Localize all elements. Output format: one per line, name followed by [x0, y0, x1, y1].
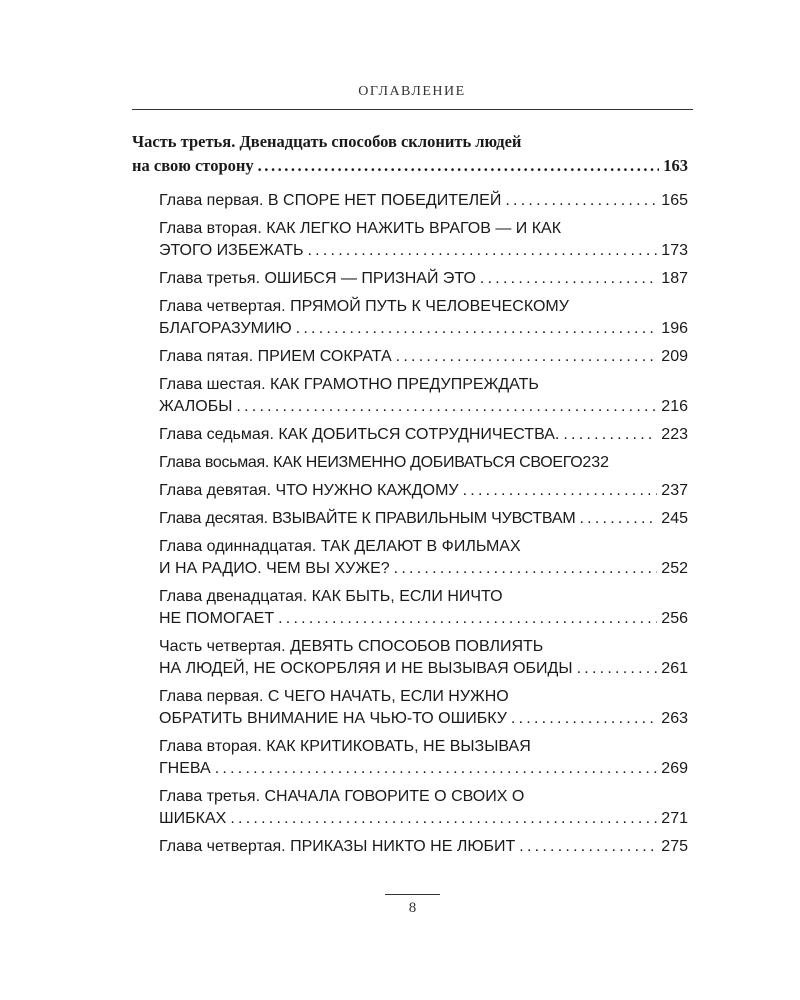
toc-entry-page: 269	[661, 760, 688, 777]
dot-leader	[577, 658, 658, 680]
toc-entry[interactable]	[132, 218, 688, 262]
dot-leader	[307, 240, 657, 262]
toc-entry[interactable]	[132, 424, 688, 446]
toc-entry-page: 209	[661, 348, 688, 365]
toc-entry-title: Глава первая. С ЧЕГО НАЧАТЬ, ЕСЛИ НУЖНО	[159, 688, 509, 705]
toc-part-three-line2: на свою сторону	[132, 156, 254, 175]
toc-entry[interactable]	[132, 536, 688, 580]
toc-entry-title-cont: ШИБКАХ	[159, 810, 227, 827]
dot-leader	[230, 808, 657, 830]
toc-entry[interactable]	[132, 508, 688, 530]
dot-leader	[563, 424, 657, 446]
toc-entry-leader	[159, 658, 688, 680]
toc-part-four[interactable]	[132, 636, 688, 680]
toc-entry-leader	[159, 318, 688, 340]
toc-entry-page: 196	[661, 320, 688, 337]
toc-entry-leader	[159, 346, 688, 368]
toc-entry-title: Глава третья. ОШИБСЯ — ПРИЗНАЙ ЭТО	[159, 270, 476, 287]
toc-entry-page: 223	[661, 426, 688, 443]
toc-entry-leader	[159, 396, 688, 418]
toc-entry-page: 275	[661, 838, 688, 855]
toc-entry-title-cont: ОБРАТИТЬ ВНИМАНИЕ НА ЧЬЮ-ТО ОШИБКУ	[159, 710, 507, 727]
toc-entry-title-cont: ЭТОГО ИЗБЕЖАТЬ	[159, 242, 304, 259]
header-rule	[132, 109, 693, 110]
toc-entry-page: 237	[661, 482, 688, 499]
page-number: 8	[408, 900, 417, 916]
toc-entry-leader	[159, 508, 688, 530]
toc-part-three-page: 163	[663, 156, 688, 175]
toc-entry-leader	[159, 708, 688, 730]
toc-entry-leader	[159, 190, 688, 212]
toc-entry-title: Часть четвертая. ДЕВЯТЬ СПОСОБОВ ПОВЛИЯТЬ	[159, 638, 544, 655]
toc-entry-page: 216	[661, 398, 688, 415]
toc-entry[interactable]	[132, 374, 688, 418]
toc-part-three-leader	[132, 154, 688, 178]
toc-entry[interactable]	[132, 268, 688, 290]
toc-entry-leader	[159, 240, 688, 262]
toc-entry[interactable]	[132, 686, 688, 730]
toc-entry-page: 256	[661, 610, 688, 627]
toc-entry-leader	[159, 808, 688, 830]
dot-leader	[296, 318, 658, 340]
toc-entry[interactable]	[132, 452, 688, 474]
toc-part-three-line1: Часть третья. Двенадцать способов склонить людей	[132, 132, 522, 151]
dot-leader	[396, 346, 658, 368]
toc-entry-page: 263	[661, 710, 688, 727]
toc-entry[interactable]	[132, 836, 688, 858]
toc-entry-title: Глава третья. СНАЧАЛА ГОВОРИТЕ О СВОИХ О	[159, 788, 525, 805]
toc-entry-title: Глава десятая. ВЗЫВАЙТЕ К ПРАВИЛЬНЫМ ЧУВСТВАМ	[159, 510, 576, 527]
toc-entry-leader	[159, 480, 688, 502]
toc-entry-page: 232	[582, 454, 610, 471]
toc-entry-title: Глава седьмая. КАК ДОБИТЬСЯ СОТРУДНИЧЕСТВА.	[159, 426, 560, 443]
toc-entry-leader	[159, 424, 688, 446]
dot-leader	[480, 268, 657, 290]
toc-entry-title-cont: ЖАЛОБЫ	[159, 398, 233, 415]
toc-entry[interactable]	[132, 786, 688, 830]
toc-entry-leader	[159, 452, 688, 474]
dot-leader	[463, 480, 658, 502]
toc-entry-title: Глава шестая. КАК ГРАМОТНО ПРЕДУПРЕЖДАТЬ	[159, 376, 539, 393]
toc-entry-title: Глава четвертая. ПРЯМОЙ ПУТЬ К ЧЕЛОВЕЧЕСКОМУ	[159, 298, 569, 315]
toc-entry-title: Глава вторая. КАК КРИТИКОВАТЬ, НЕ ВЫЗЫВАЯ	[159, 738, 531, 755]
toc-entry-leader	[159, 608, 688, 630]
toc-entry-leader	[159, 558, 688, 580]
toc-entry-title-cont: БЛАГОРАЗУМИЮ	[159, 320, 292, 337]
running-head: ОГЛАВЛЕНИЕ	[358, 84, 466, 99]
folio-rule	[385, 894, 440, 895]
table-of-contents	[132, 130, 688, 864]
toc-entry-leader	[159, 268, 688, 290]
toc-part-three[interactable]	[132, 130, 688, 178]
dot-leader	[505, 190, 657, 212]
toc-entry-title: Глава восьмая. КАК НЕИЗМЕННО ДОБИВАТЬСЯ СВОЕГО	[159, 454, 583, 471]
toc-entry-title-cont: ГНЕВА	[159, 760, 211, 777]
toc-entry[interactable]	[132, 586, 688, 630]
toc-entry-page: 271	[661, 810, 688, 827]
toc-entry-title: Глава пятая. ПРИЕМ СОКРАТА	[159, 348, 392, 365]
toc-entry-title-cont: И НА РАДИО. ЧЕМ ВЫ ХУЖЕ?	[159, 560, 390, 577]
toc-entry[interactable]	[132, 736, 688, 780]
dot-leader	[394, 558, 658, 580]
toc-entry-page: 245	[661, 510, 688, 527]
dot-leader	[258, 154, 660, 178]
toc-entry[interactable]	[132, 296, 688, 340]
dot-leader	[579, 508, 657, 530]
dot-leader	[519, 836, 657, 858]
toc-entry[interactable]	[132, 480, 688, 502]
toc-entry-page: 261	[661, 660, 688, 677]
toc-entry-leader	[159, 758, 688, 780]
dot-leader	[236, 396, 657, 418]
dot-leader	[215, 758, 658, 780]
toc-entry-title: Глава вторая. КАК ЛЕГКО НАЖИТЬ ВРАГОВ — И КАК	[159, 220, 562, 237]
toc-entry-title: Глава одиннадцатая. ТАК ДЕЛАЮТ В ФИЛЬМАХ	[159, 538, 521, 555]
dot-leader	[278, 608, 657, 630]
toc-entry-page: 165	[661, 192, 688, 209]
toc-entry[interactable]	[132, 190, 688, 212]
toc-entry-title-cont: НА ЛЮДЕЙ, НЕ ОСКОРБЛЯЯ И НЕ ВЫЗЫВАЯ ОБИДЫ	[159, 660, 573, 677]
toc-entry-title: Глава двенадцатая. КАК БЫТЬ, ЕСЛИ НИЧТО	[159, 588, 503, 605]
dot-leader	[511, 708, 657, 730]
toc-entry[interactable]	[132, 346, 688, 368]
toc-entry-title: Глава четвертая. ПРИКАЗЫ НИКТО НЕ ЛЮБИТ	[159, 838, 516, 855]
toc-entry-leader	[159, 836, 688, 858]
toc-entry-title: Глава девятая. ЧТО НУЖНО КАЖДОМУ	[159, 482, 459, 499]
toc-entry-page: 252	[661, 560, 688, 577]
toc-entry-title: Глава первая. В СПОРЕ НЕТ ПОБЕДИТЕЛЕЙ	[159, 192, 502, 209]
toc-entry-page: 173	[661, 242, 688, 259]
toc-entry-title-cont: НЕ ПОМОГАЕТ	[159, 610, 275, 627]
toc-entry-page: 187	[661, 270, 688, 287]
